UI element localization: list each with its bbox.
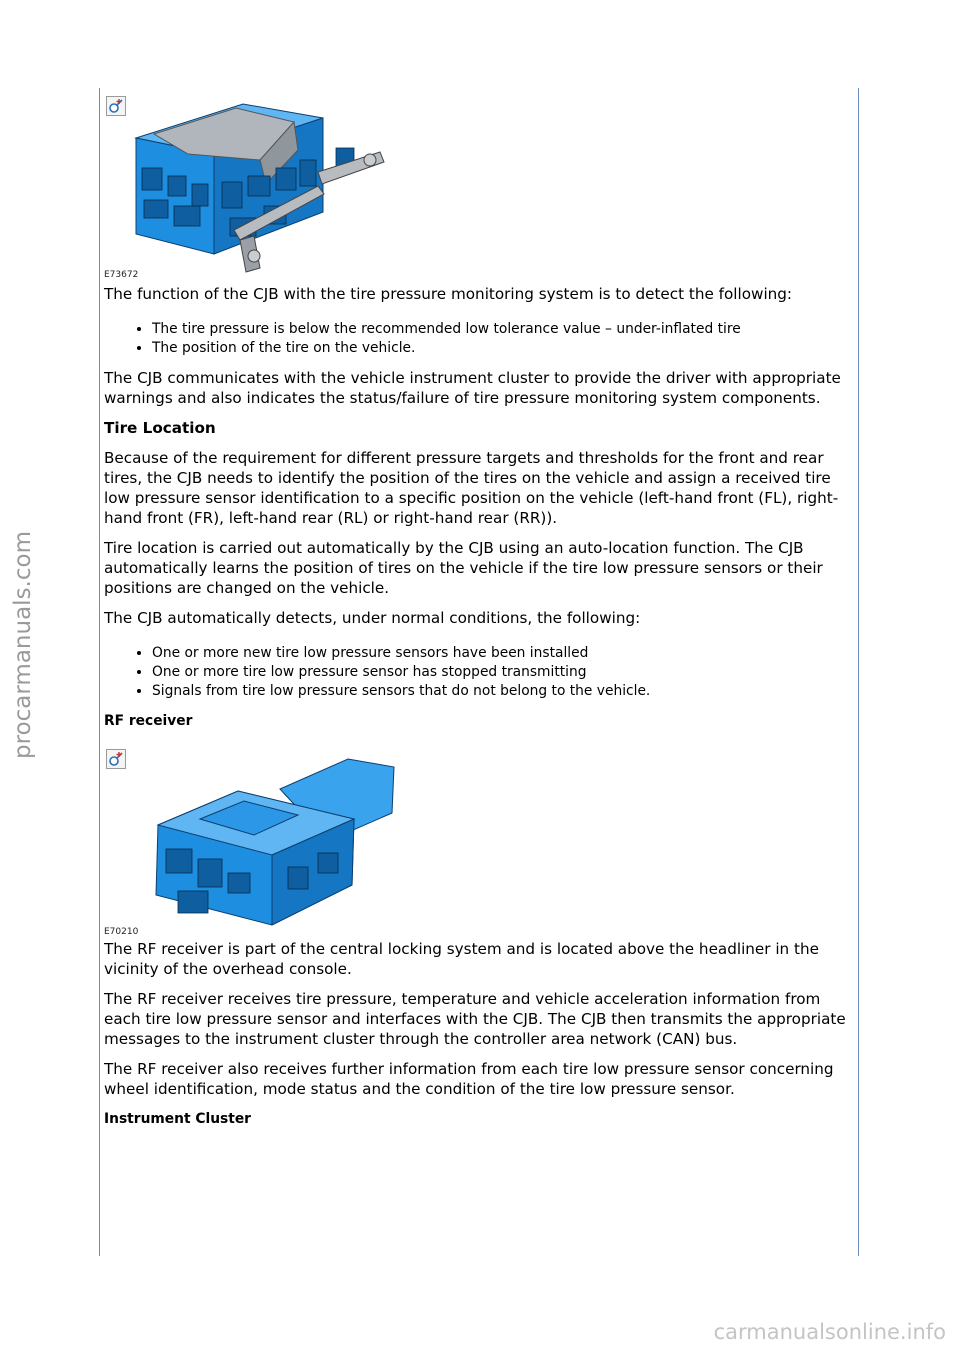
list-item: • One or more tire low pressure sensor has stopped transmitting xyxy=(152,663,849,682)
left-margin-rule xyxy=(99,88,100,1256)
section-heading: RF receiver xyxy=(104,713,193,729)
list-item: • The tire pressure is below the recommended low tolerance value – under-inflated tire xyxy=(152,320,849,339)
paragraph: The RF receiver also receives further information from each tire low pressure sensor concerning wheel identification, mode status and the condition of the tire low pressure sensor. xyxy=(104,1060,834,1098)
list xyxy=(104,644,849,701)
section-heading: Instrument Cluster xyxy=(104,1111,251,1127)
paragraph: The CJB communicates with the vehicle instrument cluster to provide the driver with appropriate warnings and also indicates the status/failure of tire pressure monitoring system components. xyxy=(104,369,841,407)
cjb-figure xyxy=(104,96,849,284)
zoom-in-icon[interactable] xyxy=(106,749,126,769)
paragraph: The RF receiver receives tire pressure, temperature and vehicle acceleration information from each tire low pressure sensor and interfaces with the CJB. The CJB then transmits the appropriate messages to the instrument cluster through the controller area network (CAN) bus. xyxy=(104,990,846,1048)
section-heading: Tire Location xyxy=(104,419,216,437)
cjb-module-illustration xyxy=(118,96,388,276)
rf-receiver-illustration xyxy=(148,755,408,935)
figure-id: E73672 xyxy=(104,270,139,280)
list-item: • The position of the tire on the vehicle. xyxy=(152,339,849,358)
bottom-watermark: carmanualsonline.info xyxy=(713,1320,946,1344)
paragraph: Because of the requirement for different pressure targets and thresholds for the front and rear tires, the CJB needs to identify the position of the tires on the vehicle and assign a received tire low pressure sensor identification to a specific position on the vehicle (left-hand front (FL), right-hand front (FR), left-hand rear (RL) or right-hand rear (RR)). xyxy=(104,449,839,527)
paragraph: Tire location is carried out automatically by the CJB using an auto-location function. The CJB automatically learns the position of tires on the vehicle if the tire low pressure sensors or their positions are changed on the vehicle. xyxy=(104,539,823,597)
paragraph: The RF receiver is part of the central locking system and is located above the headliner in the vicinity of the overhead console. xyxy=(104,940,819,978)
paragraph: The function of the CJB with the tire pressure monitoring system is to detect the following: xyxy=(104,285,793,303)
side-watermark: procarmanuals.com xyxy=(10,531,36,759)
document-body xyxy=(104,96,849,1139)
list-item: • Signals from tire low pressure sensors that do not belong to the vehicle. xyxy=(152,682,849,701)
paragraph: The CJB automatically detects, under normal conditions, the following: xyxy=(104,609,641,627)
list xyxy=(104,320,849,358)
figure-id: E70210 xyxy=(104,927,139,937)
right-margin-rule xyxy=(858,88,859,1256)
list-item: • One or more new tire low pressure sensors have been installed xyxy=(152,644,849,663)
rf-receiver-figure xyxy=(104,749,849,939)
